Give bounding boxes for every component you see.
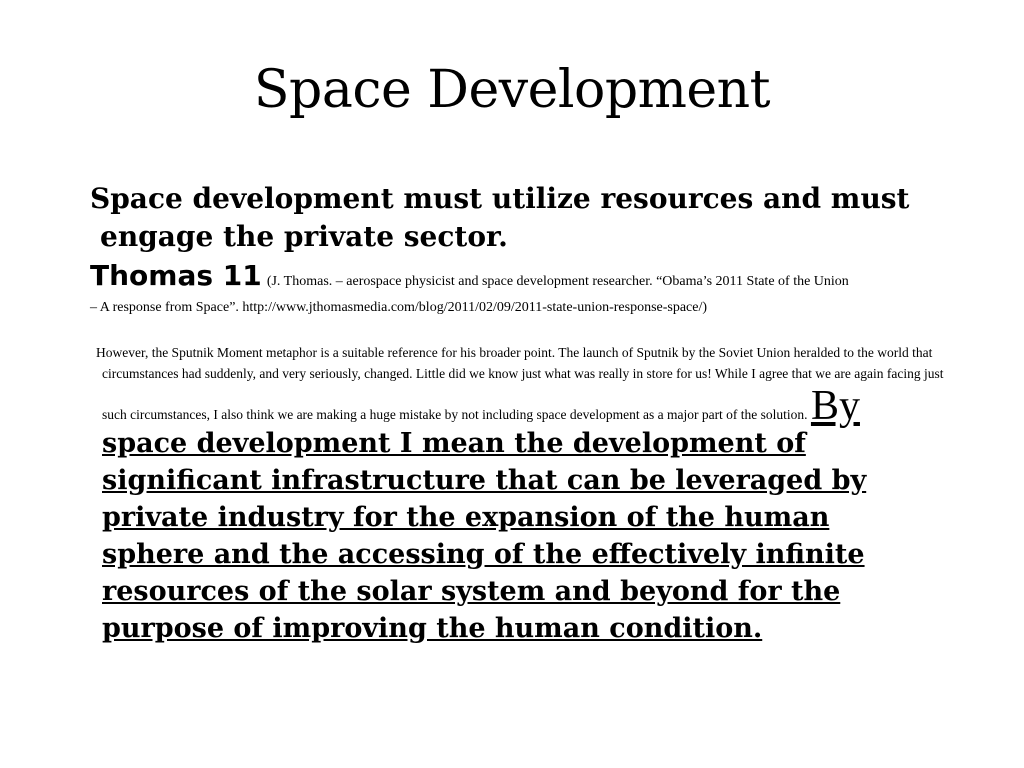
card-emphasis-line-5: resources of the solar system and beyond for the (102, 576, 841, 607)
citation-line-2 (90, 294, 970, 320)
citation-reference-1: (J. Thomas. – aerospace physicist and space development researcher. “Obama’s 2011 State of the Union (266, 274, 849, 289)
citation (90, 259, 970, 320)
card-emphasis-line-3: private industry for the expansion of the human (102, 502, 830, 533)
citation-line-1 (90, 259, 970, 294)
card-emphasis-line-2: significant infrastructure that can be leveraged by (102, 465, 867, 496)
card-emphasis-line-6: purpose of improving the human condition. (102, 613, 763, 644)
citation-reference-2: – A response from Space”. http://www.jthomasmedia.com/blog/2011/02/09/2011-state-union-response-space/) (90, 300, 708, 315)
tagline (90, 180, 970, 256)
card-emphasis-block (96, 425, 966, 647)
card-plain-line-1: However, the Sputnik Moment metaphor is a suitable reference for his broader point. The launch of Sputnik by the Soviet Union heralded to the world that (96, 345, 933, 360)
citation-author: Thomas 11 (90, 259, 262, 292)
evidence-card (96, 342, 966, 647)
tagline-line-2: engage the private sector. (100, 220, 508, 253)
card-plain-line-2: circumstances had suddenly, and very seriously, changed. Little did we know just what was really in store for us! While I agree that we are again facing just (102, 366, 944, 381)
slide-title: Space Development (253, 60, 771, 120)
card-emphasis-line-4: sphere and the accessing of the effectively infinite (102, 539, 865, 570)
card-mixed-line (96, 383, 966, 429)
card-emphasis-by: By (810, 383, 860, 429)
card-emphasis-line-1: space development I mean the development of (102, 428, 806, 459)
card-plain-line-3: such circumstances, I also think we are making a huge mistake by not including space development as a major part of the solution. (102, 407, 808, 422)
tagline-line-1: Space development must utilize resources and must (90, 182, 910, 215)
